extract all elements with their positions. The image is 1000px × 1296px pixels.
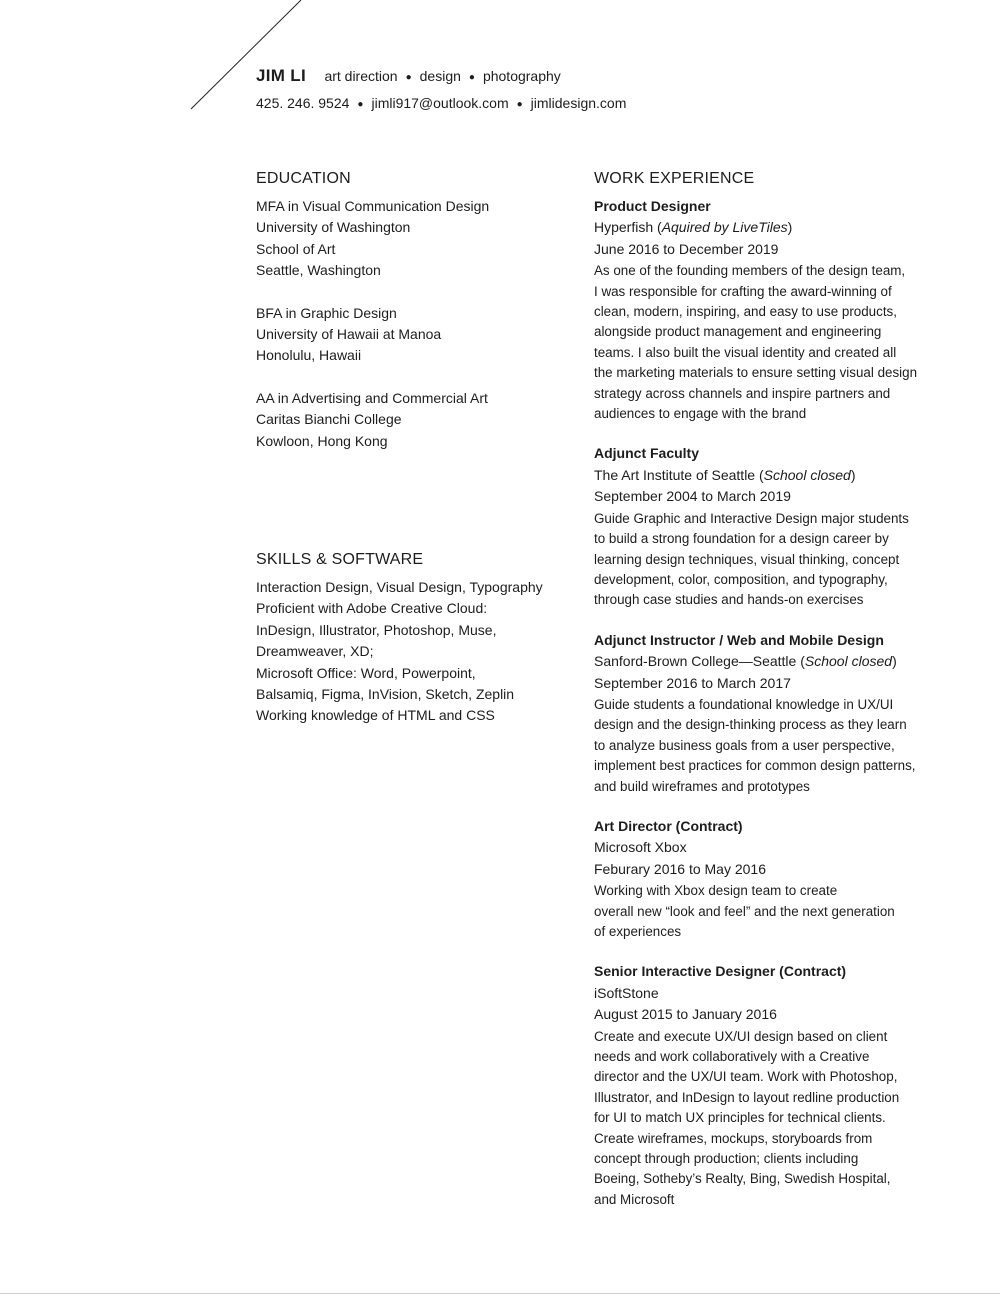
degree: AA in Advertising and Commercial Art	[256, 389, 488, 406]
job-description: Guide students a foundational knowledge in UX/UI design and the design-thinking process as they learn to analyze business goals from a user perspective, implement best practices for common design patterns, and build wireframes and prototypes	[594, 696, 916, 794]
degree: MFA in Visual Communication Design	[256, 198, 490, 214]
education-title: EDUCATION	[256, 170, 351, 187]
job-entry	[594, 816, 934, 942]
job-description: Create and execute UX/UI design based on client needs and work collaboratively with a Creative director and the UX/UI team. Work with Photoshop, Illustrator, and InDesign to layout redline production for UI to match UX principles for technical clients. Create wireframes, mockups, storyboards from concept through production; clients including Boeing, Sotheby’s Realty, Bing, Swedish Hospital, and Microsoft	[594, 1028, 900, 1207]
degree: BFA in Graphic Design	[256, 304, 397, 321]
skills-line: Balsamiq, Figma, InVision, Sketch, Zeplin	[256, 686, 515, 703]
company-note: School closed	[804, 653, 893, 670]
job-title: Art Director (Contract)	[594, 817, 743, 834]
bullet-separator: ●	[516, 99, 523, 110]
education-section	[256, 170, 556, 473]
job-description: As one of the founding members of the design team, I was responsible for crafting the award-winning of clean, modern, inspiring, and easy to use products, alongside product management and engineering teams. I also built the visual identity and created all the marketing materials to ensure setting visual design strategy across channels and inspire partners and audiences to engage with the brand	[594, 263, 918, 422]
bullet-separator: ●	[357, 99, 364, 110]
school: Caritas Bianchi College	[256, 411, 402, 428]
location: Kowloon, Hong Kong	[256, 432, 388, 449]
job-title: Adjunct Faculty	[594, 445, 700, 462]
school: University of Hawaii at Manoa	[256, 326, 442, 343]
name-heading: JIM LI	[256, 66, 306, 85]
job-dates: August 2015 to January 2016	[594, 1006, 777, 1023]
school-detail: School of Art	[256, 240, 336, 257]
work-title: WORK EXPERIENCE	[594, 170, 755, 187]
job-description: Working with Xbox design team to create overall new “look and feel” and the next generation of experiences	[594, 883, 895, 939]
skills-title: SKILLS & SOFTWARE	[256, 551, 424, 568]
job-company: Hyperfish (Aquired by LiveTiles)	[594, 219, 793, 236]
skills-line: Interaction Design, Visual Design, Typography	[256, 579, 543, 595]
job-title: Adjunct Instructor / Web and Mobile Design	[594, 631, 884, 648]
company-note: School closed	[763, 466, 851, 483]
location: Honolulu, Hawaii	[256, 347, 362, 364]
education-entry	[256, 196, 556, 282]
skills-line: Dreamweaver, XD;	[256, 643, 374, 660]
job-dates: September 2004 to March 2019	[594, 488, 791, 505]
skills-line: Microsoft Office: Word, Powerpoint,	[256, 664, 476, 681]
tagline-item: design	[419, 68, 461, 84]
work-experience-section	[594, 170, 934, 1229]
skills-line: InDesign, Illustrator, Photoshop, Muse,	[256, 621, 497, 638]
company-note: Aquired by LiveTiles	[661, 219, 788, 236]
location: Seattle, Washington	[256, 262, 381, 279]
job-dates: Feburary 2016 to May 2016	[594, 860, 766, 877]
skills-line: Working knowledge of HTML and CSS	[256, 707, 495, 724]
job-company: Sanford-Brown College—Seattle (School closed)	[594, 653, 897, 670]
job-title: Senior Interactive Designer (Contract)	[594, 963, 847, 980]
name-row	[256, 66, 626, 86]
education-entry	[256, 388, 556, 452]
website-link[interactable]: jimlidesign.com	[530, 95, 627, 111]
job-company: iSoftStone	[594, 984, 659, 1001]
job-dates: June 2016 to December 2019	[594, 240, 779, 257]
resume-header	[256, 66, 626, 111]
job-dates: September 2016 to March 2017	[594, 674, 791, 691]
job-company: Microsoft Xbox	[594, 839, 687, 856]
job-title: Product Designer	[594, 198, 711, 214]
tagline	[324, 68, 560, 84]
job-description: Guide Graphic and Interactive Design major students to build a strong foundation for a design career by learning design techniques, visual thinking, concept development, color, composition, and typography, through case studies and hands-on exercises	[594, 510, 909, 608]
skills-line: Proficient with Adobe Creative Cloud:	[256, 600, 488, 617]
tagline-item: photography	[482, 68, 561, 84]
education-entry	[256, 303, 556, 367]
email-link[interactable]: jimli917@outlook.com	[371, 95, 509, 111]
job-entry	[594, 961, 934, 1210]
phone-number: 425. 246. 9524	[256, 95, 350, 111]
tagline-item: art direction	[324, 68, 398, 84]
job-entry	[594, 443, 934, 610]
bullet-separator: ●	[405, 72, 412, 83]
school: University of Washington	[256, 219, 411, 236]
bullet-separator: ●	[468, 72, 475, 83]
contact-row	[256, 95, 626, 111]
job-company: The Art Institute of Seattle (School closed)	[594, 466, 856, 483]
job-entry	[594, 196, 934, 424]
job-entry	[594, 630, 934, 797]
page-bottom-rule	[0, 1293, 1000, 1294]
skills-section	[256, 551, 576, 727]
